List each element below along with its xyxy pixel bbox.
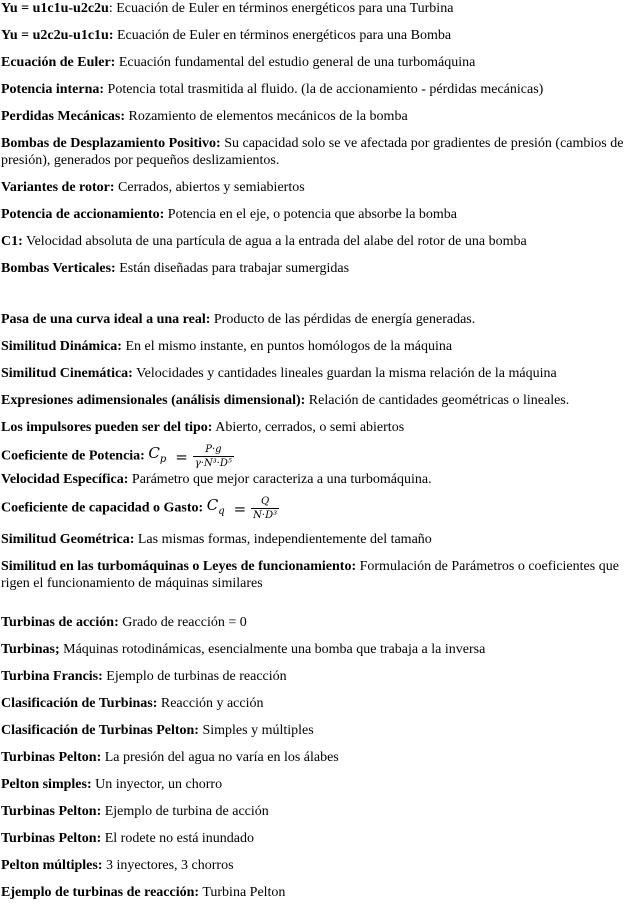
entry-euler-pump: Yu = u2c2u-u1c1u: Ecuación de Euler en términos energéticos para una Bomba [1, 28, 452, 43]
entry-kinematic-similarity: Similitud Cinemática: Velocidades y cantidades lineales guardan la misma relación de la máquina [1, 366, 557, 381]
entry-rotor-variants: Variantes de rotor: Cerrados, abiertos y semiabiertos [1, 180, 305, 195]
power-coefficient-formula: $C_p$ = $\frac{P\cdot g}{\text{γ·N³·D⁵}}$ [148, 444, 232, 469]
entry-ideal-to-real-curve: Pasa de una curva ideal a una real: Producto de las pérdidas de energía generadas. [1, 312, 476, 327]
capacity-coefficient-fraction: $\frac{Q}{\text{N·D³}}$ [253, 496, 278, 521]
entry-specific-speed: Velocidad Específica: Parámetro que mejor caracteriza a una turbomáquina. [1, 472, 432, 487]
entry-reaction-turbine-example: Ejemplo de turbinas de reacción: Turbina Pelton [1, 885, 286, 900]
entry-euler-equation: Ecuación de Euler: Ecuación fundamental del estudio general de una turbomáquina [1, 55, 476, 70]
entry-euler-turbine: Yu = u1c1u-u2c2u: Ecuación de Euler en términos energéticos para una Turbina [1, 1, 454, 16]
entry-pelton-multiple: Pelton múltiples: 3 inyectores, 3 chorros [1, 858, 234, 873]
entry-action-turbines: Turbinas de acción: Grado de reacción = 0 [1, 615, 247, 630]
entry-vertical-pumps: Bombas Verticales: Están diseñadas para trabajar sumergidas [1, 261, 350, 276]
entry-pelton-simple: Pelton simples: Un inyector, un chorro [1, 777, 223, 792]
entry-positive-displacement-pumps: Bombas de Desplazamiento Positivo: Su capacidad solo se ve afectada por gradientes de presión (cambios de presión), generados por pequeños deslizamientos. [1, 136, 624, 168]
entry-pelton-action-example: Turbinas Pelton: Ejemplo de turbina de acción [1, 804, 269, 819]
entry-turbine-classification: Clasificación de Turbinas: Reacción y acción [1, 696, 264, 711]
entry-mechanical-losses: Perdidas Mecánicas: Rozamiento de elementos mecánicos de la bomba [1, 109, 408, 124]
entry-power-coefficient: Coeficiente de Potencia: $C_p$ = $\frac{P\cdot g}{\text{γ·N³·D⁵}}$ [1, 444, 232, 469]
entry-dynamic-similarity: Similitud Dinámica: En el mismo instante, en puntos homólogos de la máquina [1, 339, 453, 354]
entry-turbomachine-similarity: Similitud en las turbomáquinas o Leyes de funcionamiento: Formulación de Parámetros o coeficientes que rigen el funcionamiento de máquinas similares [1, 559, 619, 591]
entry-impeller-types: Los impulsores pueden ser del tipo: Abierto, cerrados, o semi abiertos [1, 420, 405, 435]
entry-dimensionless-expressions: Expresiones adimensionales (análisis dimensional): Relación de cantidades geométricas o lineales. [1, 393, 570, 408]
entry-turbines: Turbinas; Máquinas rotodinámicas, esencialmente una bomba que trabaja a la inversa [1, 642, 486, 657]
entry-pelton-runner: Turbinas Pelton: El rodete no está inundado [1, 831, 255, 846]
capacity-coefficient-formula: $C_q$ = $\frac{Q}{\text{N·D³}}$ [206, 496, 278, 521]
power-coefficient-fraction: $\frac{P\cdot g}{\text{γ·N³·D⁵}}$ [194, 444, 232, 469]
entry-pelton-classification: Clasificación de Turbinas Pelton: Simples y múltiples [1, 723, 314, 738]
entry-c1: C1: Velocidad absoluta de una partícula de agua a la entrada del alabe del rotor de una bomba [1, 234, 527, 249]
entry-drive-power: Potencia de accionamiento: Potencia en el eje, o potencia que absorbe la bomba [1, 207, 458, 222]
entry-capacity-coefficient: Coeficiente de capacidad o Gasto: $C_q$ = $\frac{Q}{\text{N·D³}}$ [1, 496, 278, 521]
entry-geometric-similarity: Similitud Geométrica: Las mismas formas, independientemente del tamaño [1, 532, 432, 547]
entry-francis-turbine: Turbina Francis: Ejemplo de turbinas de reacción [1, 669, 287, 684]
entry-pelton-pressure: Turbinas Pelton: La presión del agua no varía en los álabes [1, 750, 339, 765]
entry-internal-power: Potencia interna: Potencia total trasmitida al fluido. (la de accionamiento - pérdidas mecánicas) [1, 82, 544, 97]
